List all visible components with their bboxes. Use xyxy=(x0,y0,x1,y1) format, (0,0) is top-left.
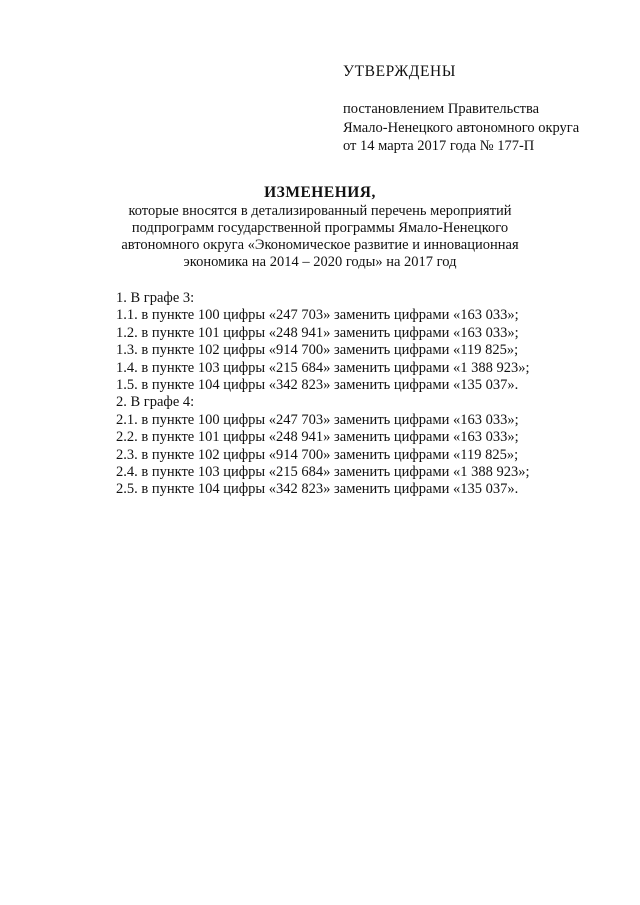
approval-line: постановлением Правительства xyxy=(343,101,540,117)
subtitle-line: экономика на 2014 – 2020 годы» на 2017 год xyxy=(183,254,457,270)
subtitle-line: которые вносятся в детализированный перечень мероприятий xyxy=(128,203,512,219)
title-block xyxy=(100,183,540,271)
change-item: 1.1. в пункте 100 цифры «247 703» заменить цифрами «163 033»; xyxy=(116,307,519,324)
approval-block xyxy=(343,62,623,156)
change-item: 1.2. в пункте 101 цифры «248 941» заменить цифрами «163 033»; xyxy=(116,324,519,341)
approval-line: от 14 марта 2017 года № 177-П xyxy=(343,138,535,154)
change-item: 2.3. в пункте 102 цифры «914 700» заменить цифрами «119 825»; xyxy=(116,446,519,463)
change-item: 2.4. в пункте 103 цифры «215 684» заменить цифрами «1 388 923»; xyxy=(116,464,530,481)
change-item: 1. В графе 3: xyxy=(116,290,195,306)
subtitle-line: подпрограмм государственной программы Ямало-Ненецкого xyxy=(131,220,509,236)
change-item: 1.4. в пункте 103 цифры «215 684» заменить цифрами «1 388 923»; xyxy=(116,359,530,376)
change-item: 1.3. в пункте 102 цифры «914 700» заменить цифрами «119 825»; xyxy=(116,342,519,359)
change-item: 2.5. в пункте 104 цифры «342 823» заменить цифрами «135 037». xyxy=(116,481,519,498)
approval-heading: УТВЕРЖДЕНЫ xyxy=(343,63,456,80)
change-item: 2.1. в пункте 100 цифры «247 703» заменить цифрами «163 033»; xyxy=(116,411,519,428)
changes-list xyxy=(116,290,596,499)
change-item: 2. В графе 4: xyxy=(116,394,195,411)
document-title: ИЗМЕНЕНИЯ, xyxy=(264,184,376,201)
change-item: 2.2. в пункте 101 цифры «248 941» заменить цифрами «163 033»; xyxy=(116,429,519,446)
change-item: 1.5. в пункте 104 цифры «342 823» заменить цифрами «135 037». xyxy=(116,377,519,394)
approval-line: Ямало-Ненецкого автономного округа xyxy=(343,119,580,136)
subtitle-line: автономного округа «Экономическое развитие и инновационная xyxy=(121,237,519,253)
